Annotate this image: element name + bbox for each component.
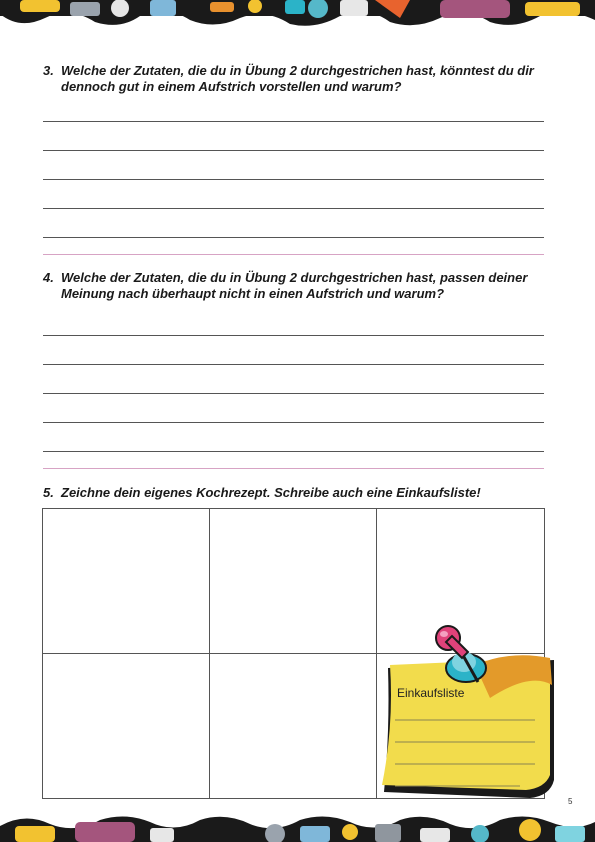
answer-line[interactable] <box>43 179 544 180</box>
push-pin-icon <box>430 620 494 690</box>
answer-line[interactable] <box>43 422 544 423</box>
answer-line[interactable] <box>43 237 544 238</box>
answer-line[interactable] <box>43 208 544 209</box>
top-decoration-banner <box>0 0 595 30</box>
shopping-list-title: Einkaufsliste <box>397 686 465 700</box>
answer-line[interactable] <box>43 150 544 151</box>
answer-line[interactable] <box>43 393 544 394</box>
question-number: 3. <box>43 63 54 78</box>
drawing-cell[interactable] <box>210 654 377 799</box>
answer-line[interactable] <box>43 451 544 452</box>
question-number: 5. <box>43 485 54 500</box>
answer-line[interactable] <box>43 121 544 122</box>
question-text: Zeichne dein eigenes Kochrezept. Schreibe auch eine Einkaufsliste! <box>61 485 481 500</box>
drawing-cell[interactable] <box>43 654 210 799</box>
section-divider <box>43 468 544 469</box>
question-number: 4. <box>43 270 54 285</box>
drawing-cell[interactable] <box>210 509 377 654</box>
page-number: 5 <box>568 797 573 806</box>
section-divider <box>43 254 544 255</box>
question-4 <box>43 270 543 302</box>
question-text: Welche der Zutaten, die du in Übung 2 durchgestrichen hast, passen deiner Meinung nach überhaupt nicht in einen Aufstrich und warum? <box>61 270 528 301</box>
drawing-cell[interactable] <box>43 509 210 654</box>
question-text: Welche der Zutaten, die du in Übung 2 durchgestrichen hast, könntest du dir dennoch gut in einem Aufstrich vorstellen und warum? <box>61 63 534 94</box>
question-3 <box>43 63 543 95</box>
answer-line[interactable] <box>43 335 544 336</box>
answer-line[interactable] <box>43 364 544 365</box>
question-5 <box>43 485 543 501</box>
bottom-decoration-banner <box>0 812 595 842</box>
